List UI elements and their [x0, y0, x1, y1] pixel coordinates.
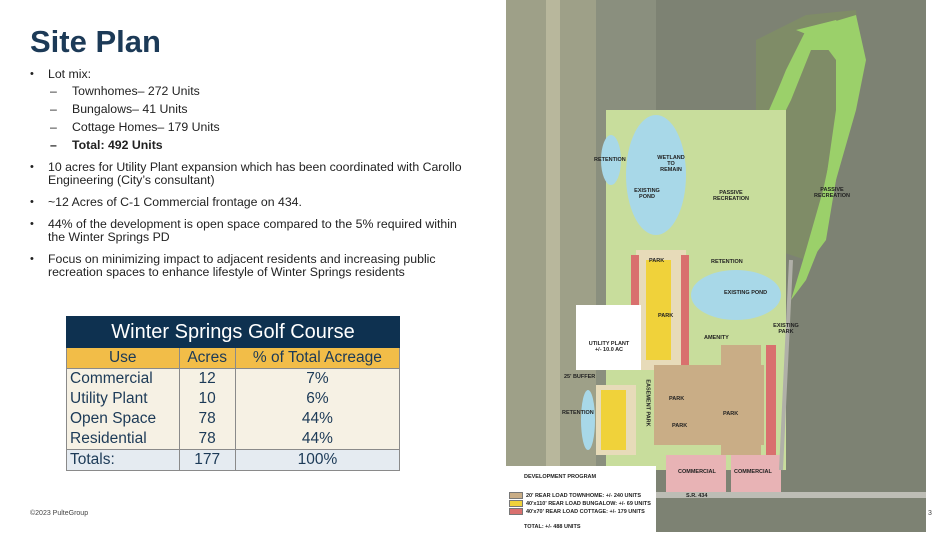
map-label: EXISTING POND — [724, 290, 768, 296]
acreage-table — [66, 316, 400, 471]
map-label: RETENTION — [562, 410, 594, 416]
map-label: RETENTION — [594, 157, 626, 163]
lot-total: – Total: 492 Units — [48, 139, 470, 152]
copyright-footer: ©2023 PulteGroup — [30, 510, 89, 517]
page-title: Site Plan — [30, 24, 161, 59]
legend-label: 20' REAR LOAD TOWNHOME: +/- 240 UNITS — [526, 492, 642, 499]
map-label: EASEMENT PARK — [644, 379, 651, 427]
lot-mix-list — [48, 85, 470, 152]
map-label: PARK — [723, 411, 739, 417]
header-acres: Acres — [179, 348, 235, 369]
header-use: Use — [67, 348, 180, 369]
legend-item — [509, 500, 651, 507]
map-label: PARK — [649, 258, 665, 264]
cell-acres: 78 — [179, 429, 235, 450]
table-row — [67, 389, 400, 409]
table-header-row — [67, 348, 400, 369]
bungalow-swatch — [509, 500, 523, 507]
table-caption: Winter Springs Golf Course — [67, 317, 400, 348]
bullet-lot-mix — [30, 68, 470, 152]
townhome-swatch — [509, 492, 523, 499]
map-label: RETENTION — [711, 259, 743, 265]
table-totals-row — [67, 450, 400, 471]
map-label: EXISTING PARK — [773, 323, 799, 335]
map-label: PASSIVE RECREATION — [814, 187, 850, 199]
cell-use: Commercial — [67, 369, 180, 390]
map-label: S.R. 434 — [686, 493, 708, 499]
legend-total: TOTAL: +/- 488 UNITS — [524, 524, 581, 530]
development-program-legend — [506, 466, 656, 532]
lot-item: – Bungalows– 41 Units — [48, 103, 470, 116]
bullet-open-space: • 44% of the development is open space compared to the 5% required within the Winter Springs PD — [30, 218, 470, 244]
table-row — [67, 369, 400, 390]
bullet-focus: • Focus on minimizing impact to adjacent residents and increasing public recreation spaces to enhance lifestyle of Winter Springs residents — [30, 253, 470, 279]
lot-item: – Cottage Homes– 179 Units — [48, 121, 470, 134]
map-label: PARK — [672, 423, 688, 429]
cell-use: Open Space — [67, 409, 180, 429]
map-label: UTILITY PLANT — [588, 341, 630, 347]
header-percent: % of Total Acreage — [235, 348, 399, 369]
cell-acres: 12 — [179, 369, 235, 390]
lot-item: – Townhomes– 272 Units — [48, 85, 470, 98]
legend-item — [509, 492, 641, 499]
cell-percent: 100% — [235, 450, 399, 471]
cell-acres: 78 — [179, 409, 235, 429]
legend-title: DEVELOPMENT PROGRAM — [524, 474, 597, 480]
cell-acres: 177 — [179, 450, 235, 471]
legend-label: 40'x70' REAR LOAD COTTAGE: +/- 179 UNITS — [526, 508, 645, 515]
map-label: WETLAND TO REMAIN — [657, 155, 685, 173]
cell-use: Utility Plant — [67, 389, 180, 409]
cell-percent: 44% — [235, 429, 399, 450]
page-number: 3 — [928, 510, 932, 517]
legend-label: 40'x110' REAR LOAD BUNGALOW: +/- 69 UNITS — [526, 500, 651, 507]
map-label: EXISTING POND — [634, 188, 660, 200]
cell-percent: 7% — [235, 369, 399, 390]
bullet-commercial: • ~12 Acres of C-1 Commercial frontage on 434. — [30, 196, 470, 209]
site-plan-map — [506, 0, 926, 532]
cell-percent: 44% — [235, 409, 399, 429]
cell-use: Totals: — [67, 450, 180, 471]
map-label: AMENITY — [704, 335, 729, 341]
map-label: PASSIVE RECREATION — [713, 190, 749, 202]
bullet-text: Lot mix: — [48, 67, 92, 81]
map-label: PARK — [669, 396, 685, 402]
cottage-swatch — [509, 508, 523, 515]
map-label: +/- 10.0 AC — [594, 347, 624, 353]
bullet-utility-plant: • 10 acres for Utility Plant expansion which has been coordinated with Carollo Engineering (City’s consultant) — [30, 161, 470, 187]
cell-acres: 10 — [179, 389, 235, 409]
cell-use: Residential — [67, 429, 180, 450]
map-label: 25' BUFFER — [564, 374, 596, 380]
map-label: COMMERCIAL — [734, 469, 772, 475]
table-row — [67, 409, 400, 429]
table-row — [67, 429, 400, 450]
bullet-list — [30, 68, 470, 288]
map-label: COMMERCIAL — [678, 469, 716, 475]
cell-percent: 6% — [235, 389, 399, 409]
site-plan-image — [506, 0, 926, 532]
map-label: PARK — [658, 313, 674, 319]
legend-item — [509, 508, 645, 515]
